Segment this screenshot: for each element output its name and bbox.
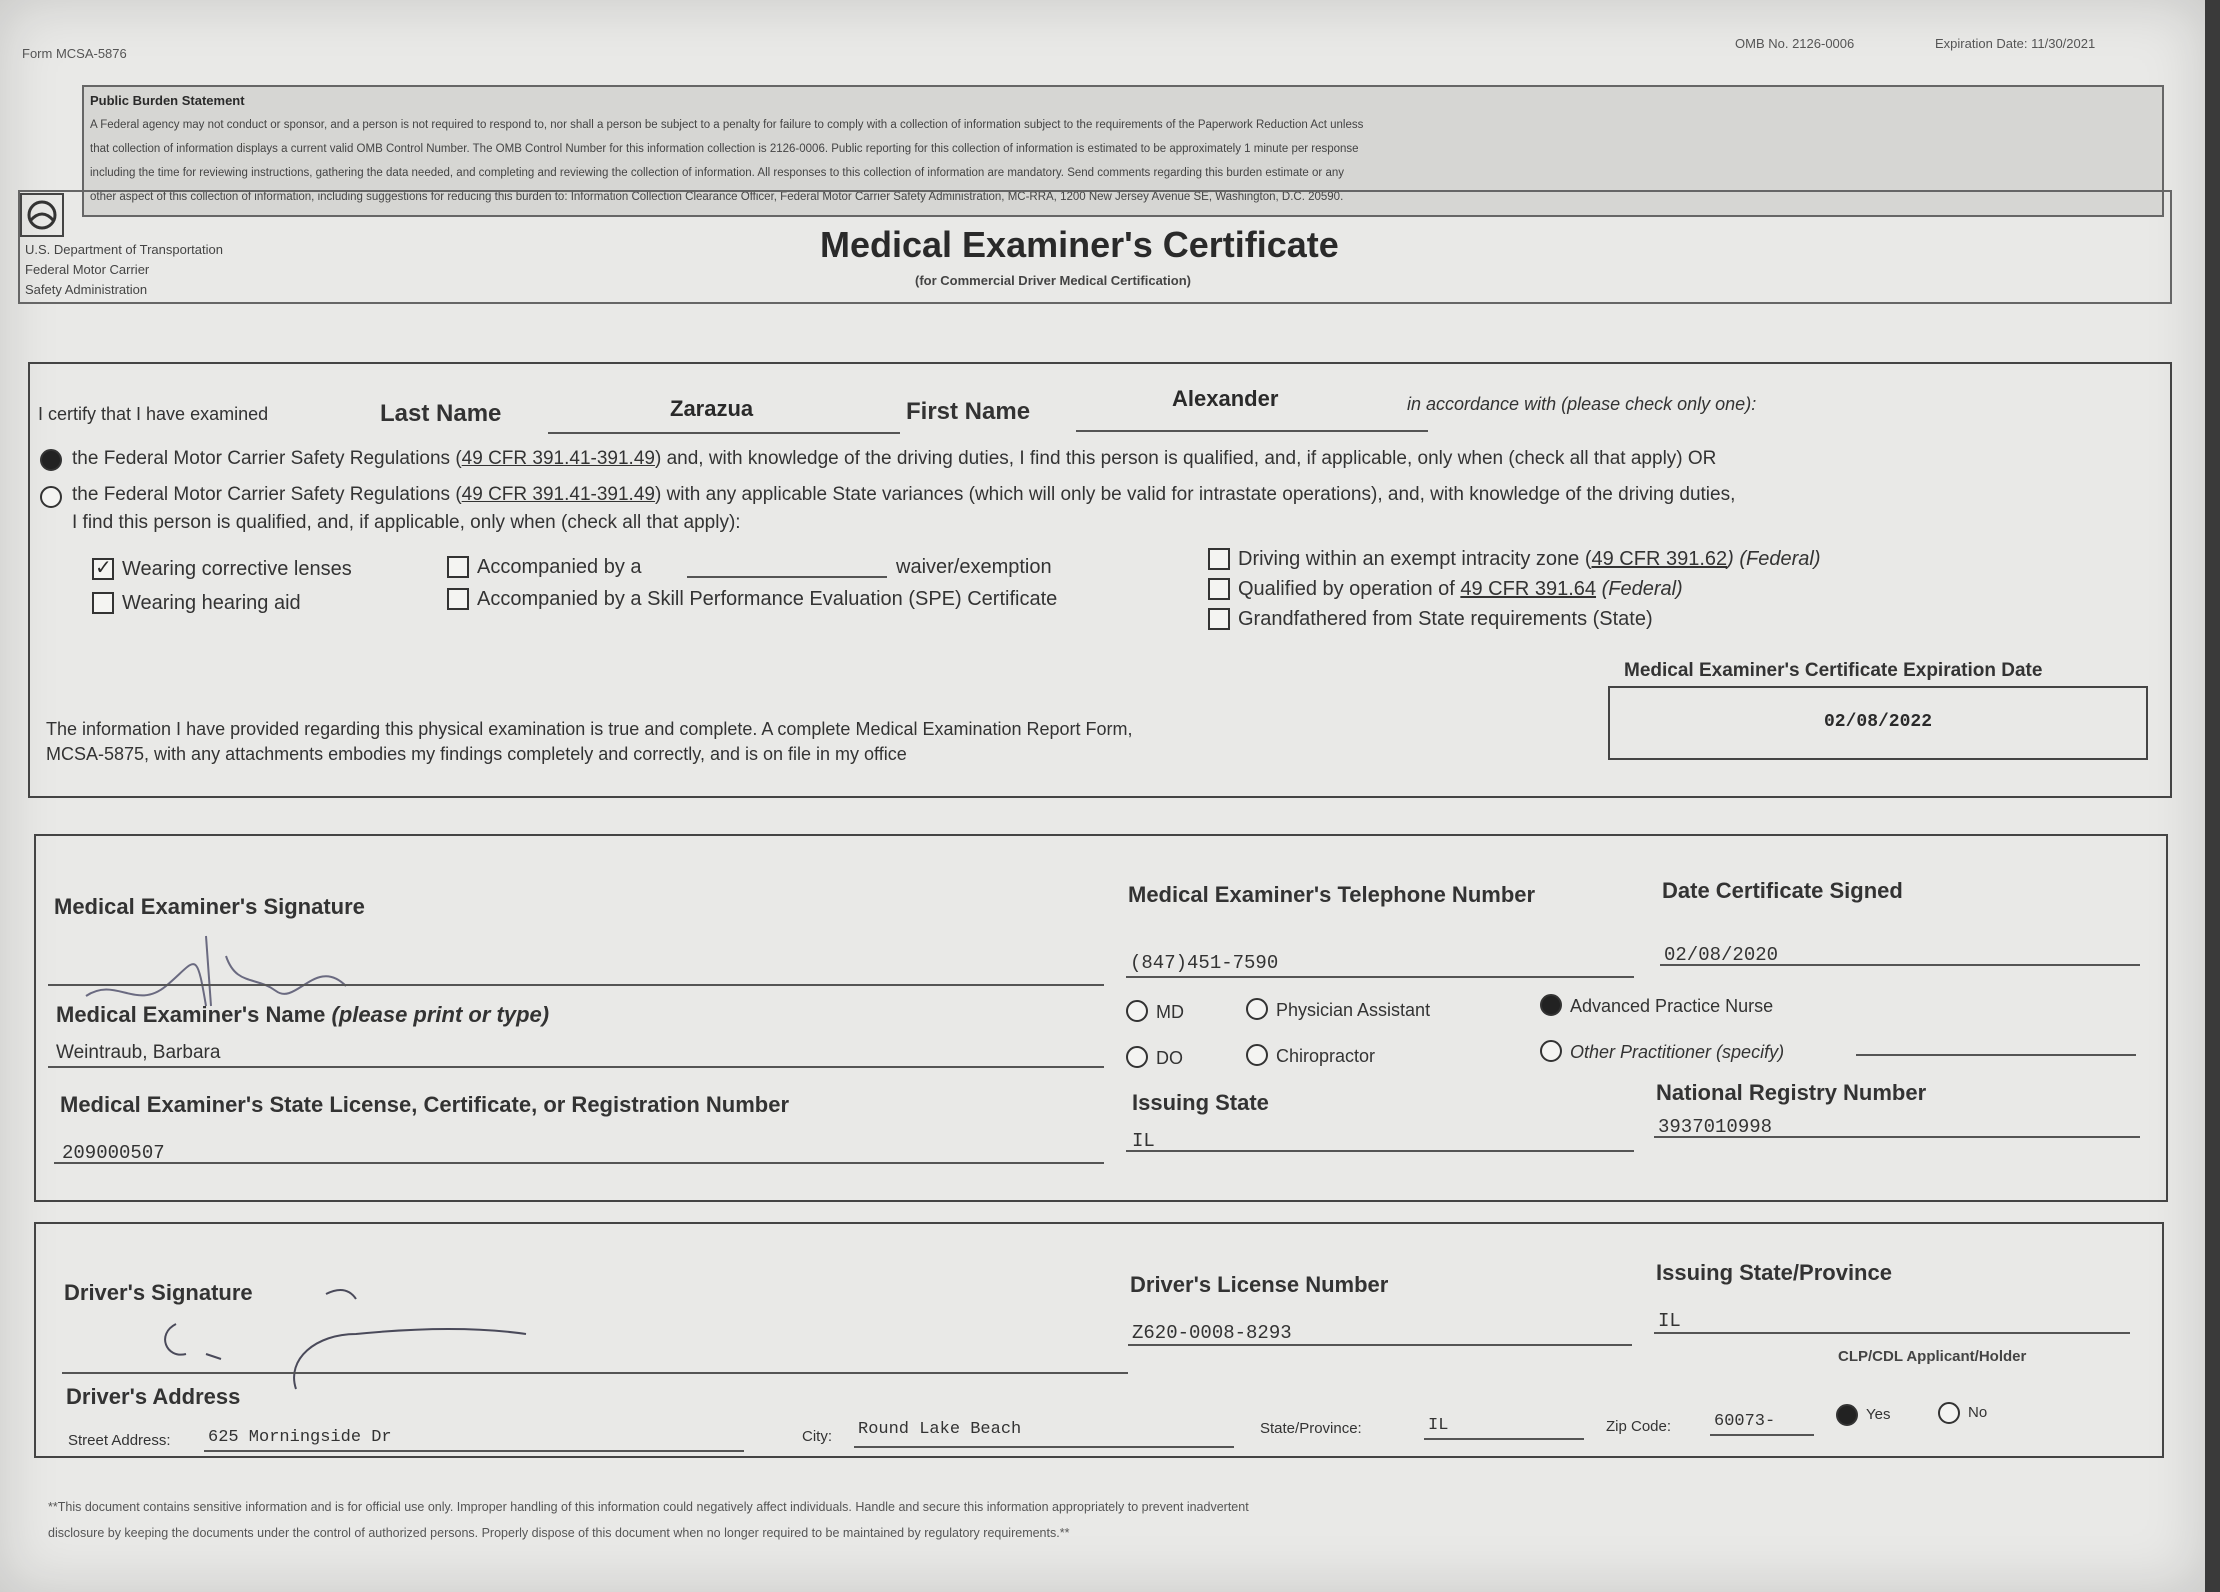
last-name-label: Last Name [380, 400, 502, 427]
intracity-label: Driving within an exempt intracity zone (49 CFR 391.62) (Federal) [1238, 548, 1821, 570]
license-value[interactable]: 209000507 [62, 1142, 165, 1164]
zip-line [1710, 1434, 1814, 1436]
omb-number: OMB No. 2126-0006 [1735, 36, 1855, 51]
do-label: DO [1156, 1048, 1183, 1068]
date-signed-value[interactable]: 02/08/2020 [1664, 944, 1779, 966]
do-radio[interactable] [1126, 1046, 1148, 1068]
first-name-line [1076, 430, 1428, 432]
license-label: Medical Examiner's State License, Certificate, or Registration Number [60, 1092, 790, 1117]
corrective-lenses-checkbox[interactable] [92, 558, 114, 580]
street-value[interactable]: 625 Morningside Dr [208, 1428, 392, 1447]
waiver-checkbox[interactable] [447, 556, 469, 578]
operation-label: Qualified by operation of 49 CFR 391.64 (Federal) [1238, 578, 1683, 600]
hearing-aid-label: Wearing hearing aid [122, 592, 301, 614]
chiro-label: Chiropractor [1276, 1046, 1376, 1066]
option-federal-radio[interactable] [40, 449, 62, 471]
state-province-value[interactable]: IL [1428, 1416, 1449, 1435]
apn-label: Advanced Practice Nurse [1570, 996, 1774, 1016]
corrective-lenses-label: Wearing corrective lenses [122, 558, 352, 580]
expiration-box [1608, 686, 2148, 760]
driver-license-value[interactable]: Z620-0008-8293 [1132, 1322, 1292, 1344]
street-label: Street Address: [68, 1432, 171, 1449]
driver-state-label: Issuing State/Province [1656, 1260, 1892, 1285]
examiner-signature-line[interactable] [48, 984, 1104, 986]
city-line [854, 1446, 1234, 1448]
examiner-name-line [48, 1066, 1104, 1068]
issuing-state-value[interactable]: IL [1132, 1130, 1155, 1152]
accordance-text: in accordance with (please check only one): [1407, 394, 1757, 414]
first-name-value[interactable]: Alexander [1172, 386, 1279, 411]
md-radio[interactable] [1126, 1000, 1148, 1022]
pa-label: Physician Assistant [1276, 1000, 1431, 1020]
driver-signature [56, 1264, 556, 1394]
driver-section [34, 1222, 2164, 1458]
burden-text: A Federal agency may not conduct or sponsor, and a person is not required to respond to, nor shall a person be subject to a penalty for failure to comply with a collection of information subject to the requirements of the Paperwork Reduction Act unless that collection of information displays a current valid OMB Control Number. The OMB Control Number for this information collection is 2126-0006. Public reporting for this collection of information is estimated to be approximately 1 minute per response including the time for reviewing instructions, gathering the data needed, and completing and reviewing the collection of information. All responses to this collection of information are mandatory. Send comments regarding this burden estimate or any other aspect of this collection of information, including suggestions for reducing this burden to: Information Collection Clearance Officer, Federal Motor Carrier Safety Administration, MC-RRA, 1200 New Jersey Avenue SE, Washington, D.C. 20590. [90, 119, 1364, 203]
agency-name: U.S. Department of Transportation Federal Motor Carrier Safety Administration [25, 242, 223, 297]
statement-line-1: The information I have provided regarding this physical examination is true and complete. A complete Medical Examination Report Form, [46, 719, 1133, 739]
city-label: City: [802, 1428, 832, 1445]
street-line [204, 1450, 744, 1452]
page-title: Medical Examiner's Certificate [820, 224, 1339, 265]
expiration-label: Medical Examiner's Certificate Expiration Date [1624, 660, 2043, 681]
clp-label: CLP/CDL Applicant/Holder [1838, 1348, 2027, 1365]
page-subtitle: (for Commercial Driver Medical Certification) [915, 273, 1191, 288]
footer-notice: **This document contains sensitive information and is for official use only. Improper handling of this information could negatively affect individuals. Handle and secure this information appropriately to prevent inadvertent disclosure by keeping the documents under the control of authorized persons. Properly dispose of this document when no longer required to be maintained by regulatory requirements.** [48, 1500, 1249, 1540]
issuing-state-line [1126, 1150, 1634, 1152]
examiner-name-label: Medical Examiner's Name (please print or type) [56, 1002, 550, 1027]
grandfathered-checkbox[interactable] [1208, 608, 1230, 630]
expiration-note: Expiration Date: 11/30/2021 [1935, 36, 2096, 51]
registry-value[interactable]: 3937010998 [1658, 1116, 1773, 1138]
md-label: MD [1156, 1002, 1184, 1022]
phone-label: Medical Examiner's Telephone Number [1128, 882, 1536, 907]
clp-no-radio[interactable] [1938, 1402, 1960, 1424]
clp-no-label: No [1968, 1404, 1988, 1421]
driver-license-line [1128, 1344, 1632, 1346]
chiro-radio[interactable] [1246, 1044, 1268, 1066]
hearing-aid-checkbox[interactable] [92, 592, 114, 614]
expiration-date[interactable]: 02/08/2022 [1823, 712, 1933, 732]
burden-title: Public Burden Statement [90, 93, 245, 108]
statement-line-2: MCSA-5875, with any attachments embodies my findings completely and correctly, and is on file in my office [46, 744, 907, 764]
registry-label: National Registry Number [1656, 1080, 1927, 1105]
driver-license-label: Driver's License Number [1130, 1272, 1389, 1297]
other-specify-line[interactable] [1856, 1054, 2136, 1056]
form-number: Form MCSA-5876 [22, 46, 127, 61]
driver-signature-label: Driver's Signature [64, 1280, 253, 1305]
other-radio[interactable] [1540, 1040, 1562, 1062]
clp-yes-radio[interactable] [1836, 1404, 1858, 1426]
driver-state-line [1654, 1332, 2130, 1334]
phone-line [1126, 976, 1634, 978]
grandfathered-label: Grandfathered from State requirements (State) [1238, 608, 1653, 630]
waiver-label: waiver/exemption [896, 556, 1052, 578]
last-name-value[interactable]: Zarazua [670, 396, 754, 421]
pa-radio[interactable] [1246, 998, 1268, 1020]
dot-logo [20, 193, 64, 237]
zip-label: Zip Code: [1606, 1418, 1672, 1435]
certification-section [28, 362, 2172, 798]
date-signed-label: Date Certificate Signed [1662, 878, 1903, 903]
accompanied-label: Accompanied by a [477, 556, 642, 578]
driver-state-value[interactable]: IL [1658, 1310, 1681, 1332]
issuing-state-label: Issuing State [1132, 1090, 1269, 1115]
clp-yes-label: Yes [1866, 1406, 1891, 1423]
option-state-text: the Federal Motor Carrier Safety Regulations (49 CFR 391.41-391.49) with any applicable State variances (which will only be valid for intrastate operations), and, with knowledge of the driving duties, [72, 484, 1736, 505]
option-state-radio[interactable] [40, 486, 62, 508]
first-name-label: First Name [906, 398, 1031, 425]
zip-value[interactable]: 60073- [1714, 1412, 1776, 1431]
intracity-checkbox[interactable] [1208, 548, 1230, 570]
apn-radio[interactable] [1540, 994, 1562, 1016]
option-federal-text: the Federal Motor Carrier Safety Regulations (49 CFR 391.41-391.49) and, with knowledge of the driving duties, I find this person is qualified, and, if applicable, only when (check all that apply) OR [72, 448, 1717, 469]
examiner-signature-label: Medical Examiner's Signature [54, 894, 365, 919]
last-name-line [548, 432, 900, 434]
waiver-blank[interactable] [687, 576, 887, 578]
license-line [54, 1162, 1104, 1164]
examiner-section [34, 834, 2168, 1202]
operation-checkbox[interactable] [1208, 578, 1230, 600]
state-province-label: State/Province: [1260, 1420, 1362, 1437]
option-state-text-2: I find this person is qualified, and, if applicable, only when (check all that apply): [72, 512, 741, 533]
examiner-signature [76, 916, 356, 1016]
state-province-line [1424, 1438, 1584, 1440]
driver-address-label: Driver's Address [66, 1384, 241, 1409]
spe-checkbox[interactable] [447, 588, 469, 610]
driver-signature-line[interactable] [62, 1372, 1128, 1374]
spe-label: Accompanied by a Skill Performance Evaluation (SPE) Certificate [477, 588, 1058, 610]
examiner-name-value[interactable]: Weintraub, Barbara [56, 1042, 221, 1063]
other-label: Other Practitioner (specify) [1570, 1042, 1785, 1062]
certify-intro: I certify that I have examined [38, 404, 269, 424]
phone-value[interactable]: (847)451-7590 [1130, 952, 1279, 974]
city-value[interactable]: Round Lake Beach [858, 1420, 1022, 1439]
